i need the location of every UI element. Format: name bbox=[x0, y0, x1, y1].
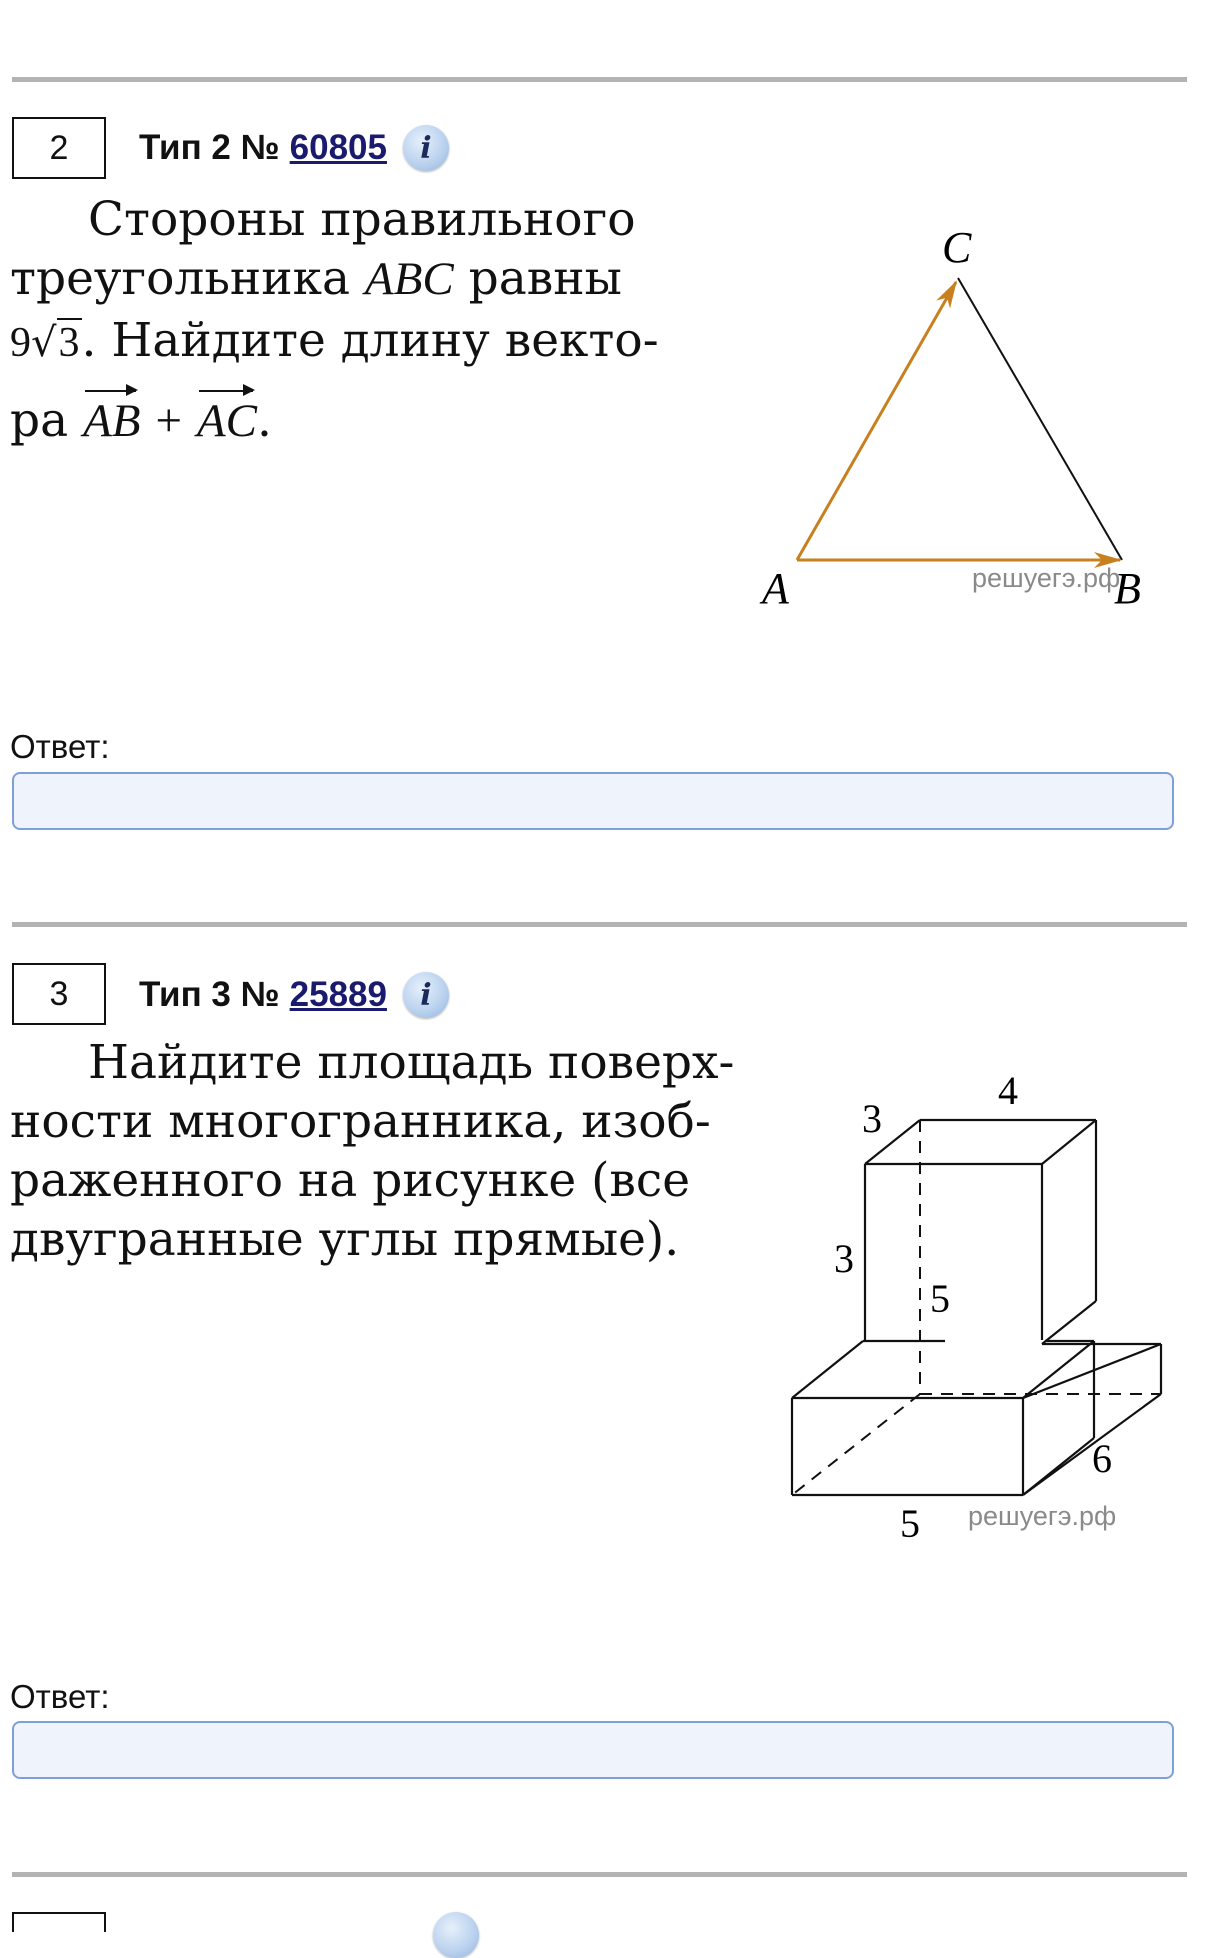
info-icon[interactable]: i bbox=[403, 125, 449, 171]
polyhedron-figure bbox=[790, 1060, 1190, 1540]
vertex-label-a: A bbox=[762, 564, 789, 610]
math-radical: 3 bbox=[58, 320, 80, 366]
watermark: решуегэ.рф bbox=[972, 563, 1121, 593]
vertex-label-c: C bbox=[942, 223, 972, 272]
dim-base-width: 5 bbox=[900, 1501, 920, 1540]
text-line: ности многогранника, изоб- bbox=[10, 1094, 711, 1149]
problem-number: 2 bbox=[49, 128, 69, 167]
watermark: решуегэ.рф bbox=[968, 1501, 1117, 1531]
text-line: раженного на рисунке (все bbox=[10, 1153, 691, 1208]
answer-label: Ответ: bbox=[10, 728, 110, 765]
dim-top-height: 3 bbox=[834, 1236, 854, 1281]
text-line: . bbox=[256, 393, 272, 448]
vector-ac-arrow bbox=[797, 282, 956, 560]
problem-id-link[interactable]: 60805 bbox=[289, 128, 387, 167]
vector-ac: AC bbox=[197, 392, 257, 451]
problem-id-link[interactable]: 25889 bbox=[289, 975, 387, 1014]
info-icon[interactable]: i bbox=[403, 972, 449, 1018]
section-divider bbox=[12, 922, 1187, 927]
problem-number-box bbox=[12, 963, 106, 1025]
text-line: Найдите площадь поверх- bbox=[88, 1035, 735, 1090]
dim-top-width: 4 bbox=[998, 1068, 1018, 1113]
problem-header bbox=[139, 125, 449, 171]
text-line: равны bbox=[453, 251, 622, 306]
section-divider bbox=[12, 77, 1187, 82]
text-line: Стороны правильного bbox=[88, 192, 636, 247]
vertex-label-b: B bbox=[1114, 564, 1141, 610]
triangle-figure bbox=[750, 210, 1170, 610]
problem-type: Тип 3 № bbox=[139, 975, 280, 1014]
dim-top-depth: 3 bbox=[862, 1096, 882, 1141]
side-cb bbox=[958, 278, 1122, 560]
text-line: . Найдите длину векто- bbox=[81, 313, 659, 368]
problem-number-box bbox=[12, 117, 106, 179]
text-line: ра bbox=[10, 393, 84, 448]
answer-input[interactable] bbox=[12, 772, 1174, 830]
math-abc: ABC bbox=[364, 253, 454, 305]
text-line: двугранные углы прямые). bbox=[10, 1212, 680, 1267]
problem-header bbox=[139, 972, 449, 1018]
math-plus: + bbox=[155, 395, 182, 447]
math-coef: 9 bbox=[10, 320, 31, 366]
text-line: треугольника bbox=[10, 251, 365, 306]
answer-label: Ответ: bbox=[10, 1678, 110, 1715]
problem-type: Тип 2 № bbox=[139, 128, 280, 167]
answer-input[interactable] bbox=[12, 1721, 1174, 1779]
problem-text bbox=[10, 1033, 770, 1269]
section-divider bbox=[12, 1872, 1187, 1877]
dim-base-depth: 6 bbox=[1092, 1436, 1112, 1481]
vector-ab: AB bbox=[83, 392, 140, 451]
dim-inner-height: 5 bbox=[930, 1276, 950, 1321]
info-icon[interactable] bbox=[433, 1912, 479, 1958]
next-problem-number-box bbox=[12, 1912, 106, 1932]
problem-number: 3 bbox=[49, 974, 69, 1013]
problem-text: Стороны правильного треугольника ABC равны 9√3. Найдите длину векто- ра AB + AC. bbox=[10, 190, 730, 451]
